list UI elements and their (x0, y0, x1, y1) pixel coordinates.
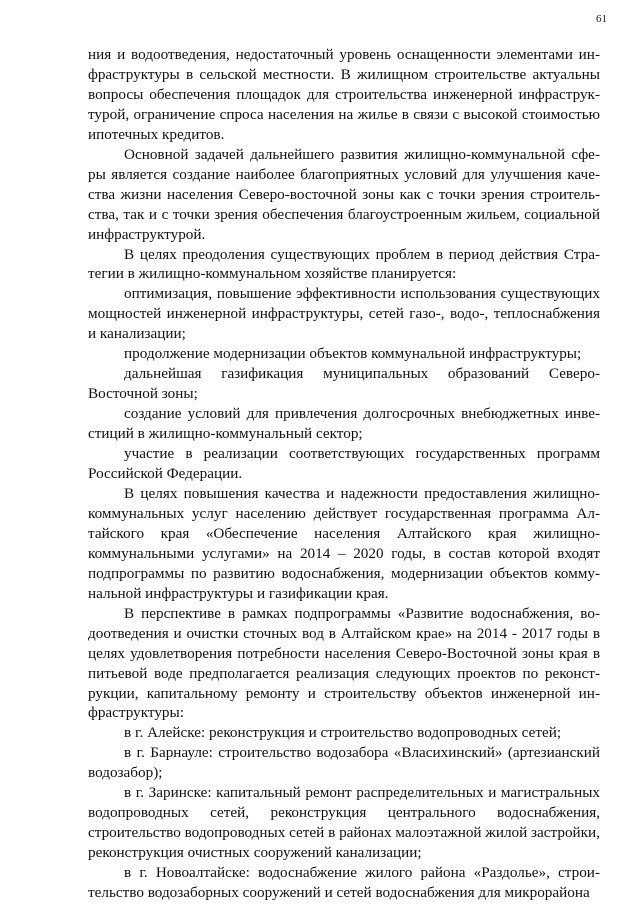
city-item-3: в г. Заринске: капитальный ремонт распределительных и магистральных водопроводных сетей, реконструкция центрального водоснабжения, строительство водопроводных сетей в районах малоэтажной жилой застройки, реконструкция очистных сооружений канализации; (88, 784, 600, 862)
list-item-1: оптимизация, повышение эффективности использования существующих мощностей инженерной инфраструктуры, сетей газо-, водо-, теплоснабжения и канализации; (88, 285, 600, 343)
city-item-2: в г. Барнауле: строительство водозабора «Власихинский» (артезианский водозабор); (88, 744, 600, 782)
paragraph-1: ния и водоотведения, недостаточный уровень оснащенности элементами инфраструктуры в сельской местности. В жилищном строительстве актуальны вопросы обеспечения площадок для строительства инженерной инфраструктурой, ограничение спроса населения на жилье в связи с высокой стоимостью ипотечных кредитов. (88, 46, 600, 143)
list-item-2: продолжение модернизации объектов коммунальной инфраструктуры; (124, 345, 582, 363)
list-item-3: дальнейшая газификация муниципальных образований Северо-Восточной зоны; (88, 365, 600, 403)
paragraph-4: В целях повышения качества и надежности предоставления жилищно-коммунальных услуг населению действует государственная программа Алтайского края «Обеспечение населения Алтайского края жилищно-коммунальными услугами» на 2014 – 2020 годы, в состав которой входят подпрограммы по развитию водоснабжения, модернизации объектов коммунальной инфраструктуры и газификации края. (88, 484, 600, 602)
list-item-5: участие в реализации соответствующих государственных программ Российской Федерации. (88, 445, 600, 483)
page-number: 61 (596, 13, 607, 25)
text-body (88, 45, 600, 903)
city-item-4: в г. Новоалтайске: водоснабжение жилого района «Раздолье», строительство водозаборных сооружений и сетей водоснабжения для микрорайона (88, 864, 600, 902)
city-item-1: в г. Алейске: реконструкция и строительство водопроводных сетей; (124, 724, 562, 742)
paragraph-5: В перспективе в рамках подпрограммы «Развитие водоснабжения, водоотведения и очистки сточных вод в Алтайском крае» на 2014 - 2017 годы в целях удовлетворения потребности населения Северо-Восточной зоны края в питьевой воде предполагается реализация следующих проектов по реконструкции, капитальному ремонту и строительству объектов инженерной инфраструктуры: (88, 604, 600, 722)
paragraph-2: Основной задачей дальнейшего развития жилищно-коммунальной сферы является создание наиболее благоприятных условий для улучшения качества жизни населения Северо-восточной зоны как с точки зрения строительства, так и с точки зрения обеспечения благоустроенным жильем, социальной инфраструктурой. (88, 145, 600, 243)
paragraph-3: В целях преодоления существующих проблем в период действия Стратегии в жилищно-коммунальном хозяйстве планируется: (88, 245, 600, 283)
list-item-4: создание условий для привлечения долгосрочных внебюджетных инвестиций в жилищно-коммунальный сектор; (88, 405, 600, 443)
